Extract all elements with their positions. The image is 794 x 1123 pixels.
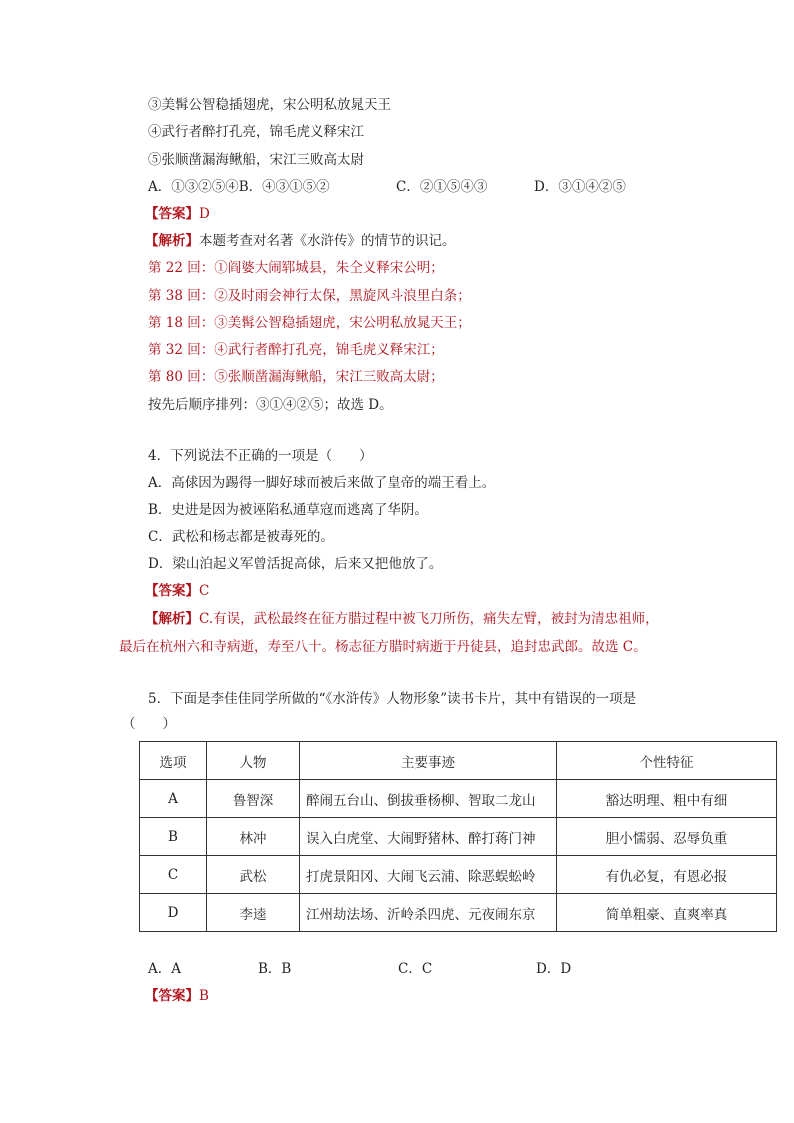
q3-option-d: D．③①④②⑤ [534, 179, 626, 195]
table-cell: 鲁智深 [207, 780, 300, 818]
analysis-text: C.有误，武松最终在征方腊过程中被飞刀所伤，痛失左臂，被封为清忠祖师， [199, 611, 659, 627]
table-cell: 误入白虎堂、大闹野猪林、醉打蒋门神 [300, 818, 557, 856]
answer-tag: 【答案】 [145, 583, 199, 599]
table-cell: D [140, 894, 207, 932]
q4-option-a: A．高俅因为踢得一脚好球而被后来做了皇帝的端王看上。 [148, 475, 496, 491]
q3-chapter-32: 第 32 回：④武行者醉打孔亮，锦毛虎义释宋江； [148, 342, 444, 358]
header-cell: 人物 [207, 742, 300, 780]
q3-item-4: ④武行者醉打孔亮，锦毛虎义释宋江 [148, 124, 364, 140]
table-row [140, 818, 777, 856]
q5-stem-line2: （ ） [122, 716, 176, 732]
header-cell: 个性特征 [557, 742, 777, 780]
answer-tag: 【答案】 [145, 206, 199, 222]
header-cell: 主要事迹 [300, 742, 557, 780]
q3-chapter-22: 第 22 回：①阎婆大闹郓城县，朱仝义释宋公明； [148, 260, 444, 276]
analysis-tag: 【解析】 [145, 611, 199, 627]
answer-value: B [199, 988, 209, 1004]
q4-analysis-line1 [145, 609, 659, 629]
table-cell: 武松 [207, 856, 300, 894]
table-cell: 江州劫法场、沂岭杀四虎、元夜闹东京 [300, 894, 557, 932]
table-cell: 有仇必复，有恩必报 [557, 856, 777, 894]
q3-conclusion: 按先后顺序排列：③①④②⑤；故选 D。 [148, 397, 393, 413]
q4-answer [145, 581, 209, 601]
q4-stem: 4．下列说法不正确的一项是（ ） [148, 448, 373, 464]
answer-value: D [199, 206, 210, 222]
q5-option-d: D．D [536, 961, 572, 977]
q4-option-b: B．史进是因为被诬陷私通草寇而逃离了华阴。 [148, 502, 428, 518]
table-cell: 胆小懦弱、忍辱负重 [557, 818, 777, 856]
q3-chapter-18: 第 18 回：③美髯公智稳插翅虎，宋公明私放晁天王； [148, 315, 471, 331]
answer-value: C [199, 583, 210, 599]
q5-option-c: C．C [398, 961, 433, 977]
q5-option-a: A．A [148, 961, 181, 977]
q4-option-c: C．武松和杨志都是被毒死的。 [148, 529, 334, 545]
q3-options [148, 177, 626, 197]
table-header-row [140, 742, 777, 780]
table-cell: B [140, 818, 207, 856]
table-cell: C [140, 856, 207, 894]
q4-analysis-line2: 最后在杭州六和寺病逝，寿至八十。杨志征方腊时病逝于丹徒县，追封忠武郎。故选 C。 [119, 639, 647, 655]
table-cell: 豁达明理、粗中有细 [557, 780, 777, 818]
table-cell: 林冲 [207, 818, 300, 856]
q3-chapter-80: 第 80 回：⑤张顺凿漏海鳅船，宋江三败高太尉； [148, 369, 444, 385]
q3-option-c: C．②①⑤④③ [396, 179, 488, 195]
table-cell: A [140, 780, 207, 818]
table-row [140, 780, 777, 818]
reading-card-table [139, 741, 777, 932]
table-cell: 醉闹五台山、倒拔垂杨柳、智取二龙山 [300, 780, 557, 818]
q5-options [148, 959, 571, 979]
answer-tag: 【答案】 [145, 988, 199, 1004]
q3-item-3: ③美髯公智稳插翅虎，宋公明私放晁天王 [148, 97, 391, 113]
q5-answer [145, 986, 209, 1006]
q3-answer [145, 204, 210, 224]
header-cell: 选项 [140, 742, 207, 780]
table-row [140, 894, 777, 932]
analysis-tag: 【解析】 [145, 233, 199, 249]
analysis-text: 本题考查对名著《水浒传》的情节的识记。 [199, 233, 456, 249]
table-cell: 打虎景阳冈、大闹飞云浦、除恶蜈蚣岭 [300, 856, 557, 894]
table-row [140, 856, 777, 894]
table-cell: 简单粗豪、直爽率真 [557, 894, 777, 932]
q3-chapter-38: 第 38 回：②及时雨会神行太保，黑旋风斗浪里白条； [148, 288, 471, 304]
q3-option-ab: A．①③②⑤④B．④③①⑤② [148, 179, 330, 195]
q3-analysis [145, 231, 456, 251]
q5-option-b: B．B [258, 961, 292, 977]
q5-stem-line1: 5．下面是李佳佳同学所做的“《水浒传》人物形象”读书卡片，其中有错误的一项是 [148, 691, 637, 707]
q3-item-5: ⑤张顺凿漏海鳅船，宋江三败高太尉 [148, 152, 364, 168]
table-cell: 李逵 [207, 894, 300, 932]
q4-option-d: D．梁山泊起义军曾活捉高俅，后来又把他放了。 [148, 556, 443, 572]
